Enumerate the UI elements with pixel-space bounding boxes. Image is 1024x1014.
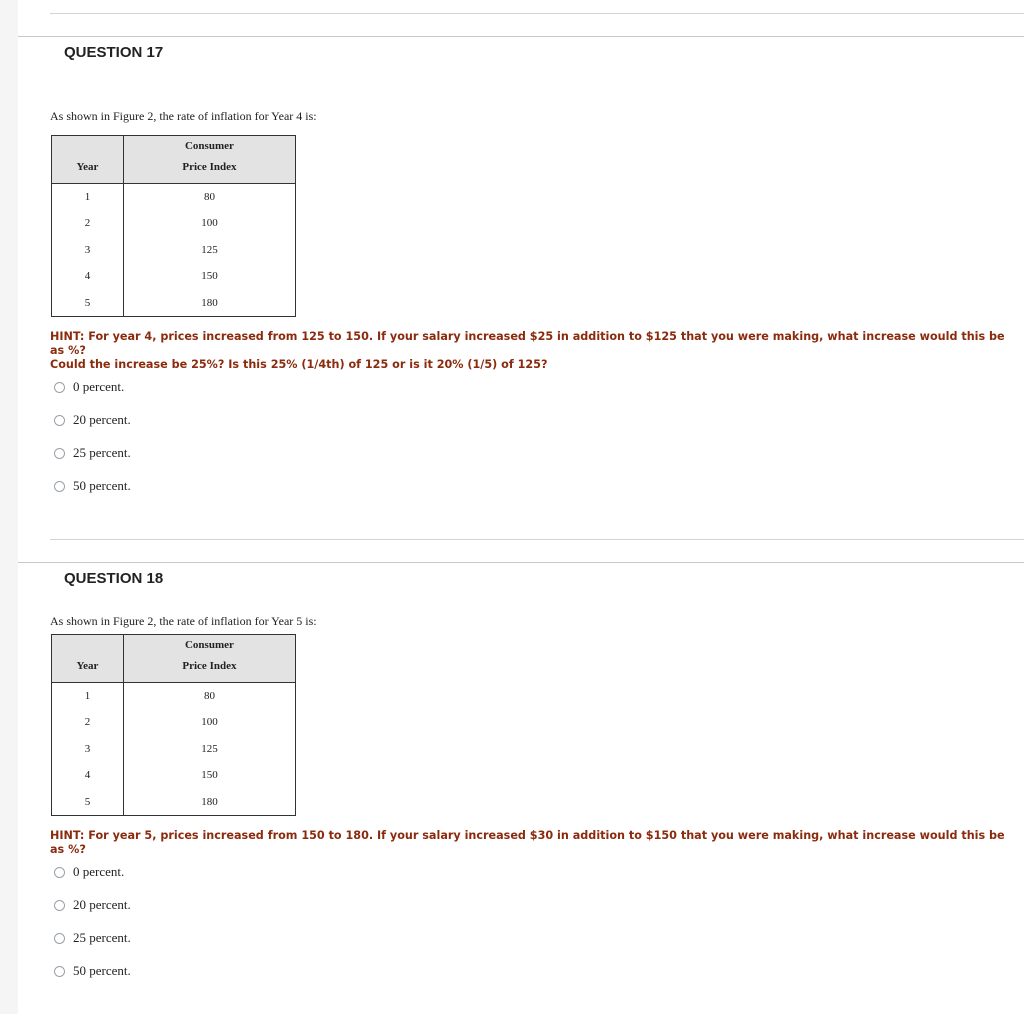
table-cell: 180 bbox=[123, 290, 295, 317]
question-17-option-25[interactable]: 25 percent. bbox=[54, 445, 131, 461]
table-row bbox=[52, 736, 296, 762]
radio-button[interactable] bbox=[54, 966, 65, 977]
table-row bbox=[52, 263, 296, 289]
radio-button[interactable] bbox=[54, 867, 65, 878]
table-row bbox=[52, 709, 296, 735]
table-cell: 150 bbox=[123, 762, 295, 788]
table-cell: 100 bbox=[123, 210, 295, 236]
table-header-cpi: Consumer Price Index bbox=[123, 635, 295, 683]
question-18-prompt: As shown in Figure 2, the rate of inflation for Year 5 is: bbox=[50, 614, 317, 628]
table-row bbox=[52, 290, 296, 317]
table-row bbox=[52, 789, 296, 816]
hint-line: HINT: For year 4, prices increased from 125 to 150. If your salary increased $25 in addition to $125 that you were making, what increase would this be as %? bbox=[50, 330, 1005, 357]
table-cell: 2 bbox=[52, 709, 124, 735]
quiz-page bbox=[18, 0, 1024, 1014]
table-cell: 2 bbox=[52, 210, 124, 236]
table-row bbox=[52, 184, 296, 211]
table-cell: 180 bbox=[123, 789, 295, 816]
table-cell: 80 bbox=[123, 184, 295, 211]
question-17-option-20[interactable]: 20 percent. bbox=[54, 412, 131, 428]
question-18-title: QUESTION 18 bbox=[64, 570, 164, 587]
table-cell: 3 bbox=[52, 736, 124, 762]
question-17-cpi-table bbox=[51, 135, 296, 317]
table-row bbox=[52, 237, 296, 263]
hint-line: HINT: For year 5, prices increased from 150 to 180. If your salary increased $30 in addition to $150 that you were making, what increase would this be as %? bbox=[50, 829, 1005, 856]
table-cell: 100 bbox=[123, 709, 295, 735]
question-18-option-25[interactable]: 25 percent. bbox=[54, 930, 131, 946]
table-cell: 4 bbox=[52, 762, 124, 788]
table-header-cpi: Consumer Price Index bbox=[123, 136, 295, 184]
table-cell: 125 bbox=[123, 736, 295, 762]
question-17-hint bbox=[50, 330, 1010, 372]
question-17-title: QUESTION 17 bbox=[64, 44, 164, 61]
divider bbox=[50, 539, 1024, 540]
table-cell: 4 bbox=[52, 263, 124, 289]
table-cell: 1 bbox=[52, 184, 124, 211]
question-18-option-0[interactable]: 0 percent. bbox=[54, 864, 124, 880]
question-17-option-50[interactable]: 50 percent. bbox=[54, 478, 131, 494]
table-row bbox=[52, 683, 296, 710]
table-cell: 1 bbox=[52, 683, 124, 710]
question-18-cpi-table bbox=[51, 634, 296, 816]
table-cell: 5 bbox=[52, 789, 124, 816]
question-18-hint bbox=[50, 829, 1010, 857]
divider bbox=[18, 562, 1024, 563]
radio-button[interactable] bbox=[54, 481, 65, 492]
table-header-year: Year bbox=[52, 635, 124, 683]
question-17-option-0[interactable]: 0 percent. bbox=[54, 379, 124, 395]
radio-button[interactable] bbox=[54, 382, 65, 393]
table-header-year: Year bbox=[52, 136, 124, 184]
table-cell: 150 bbox=[123, 263, 295, 289]
question-17-prompt: As shown in Figure 2, the rate of inflation for Year 4 is: bbox=[50, 109, 317, 123]
divider bbox=[50, 13, 1024, 14]
table-cell: 3 bbox=[52, 237, 124, 263]
question-18-option-20[interactable]: 20 percent. bbox=[54, 897, 131, 913]
table-cell: 125 bbox=[123, 237, 295, 263]
table-row bbox=[52, 210, 296, 236]
table-row bbox=[52, 762, 296, 788]
hint-line: Could the increase be 25%? Is this 25% (1/4th) of 125 or is it 20% (1/5) of 125? bbox=[50, 358, 548, 371]
table-cell: 80 bbox=[123, 683, 295, 710]
radio-button[interactable] bbox=[54, 448, 65, 459]
radio-button[interactable] bbox=[54, 900, 65, 911]
question-18-option-50[interactable]: 50 percent. bbox=[54, 963, 131, 979]
table-cell: 5 bbox=[52, 290, 124, 317]
radio-button[interactable] bbox=[54, 415, 65, 426]
divider bbox=[18, 36, 1024, 37]
radio-button[interactable] bbox=[54, 933, 65, 944]
